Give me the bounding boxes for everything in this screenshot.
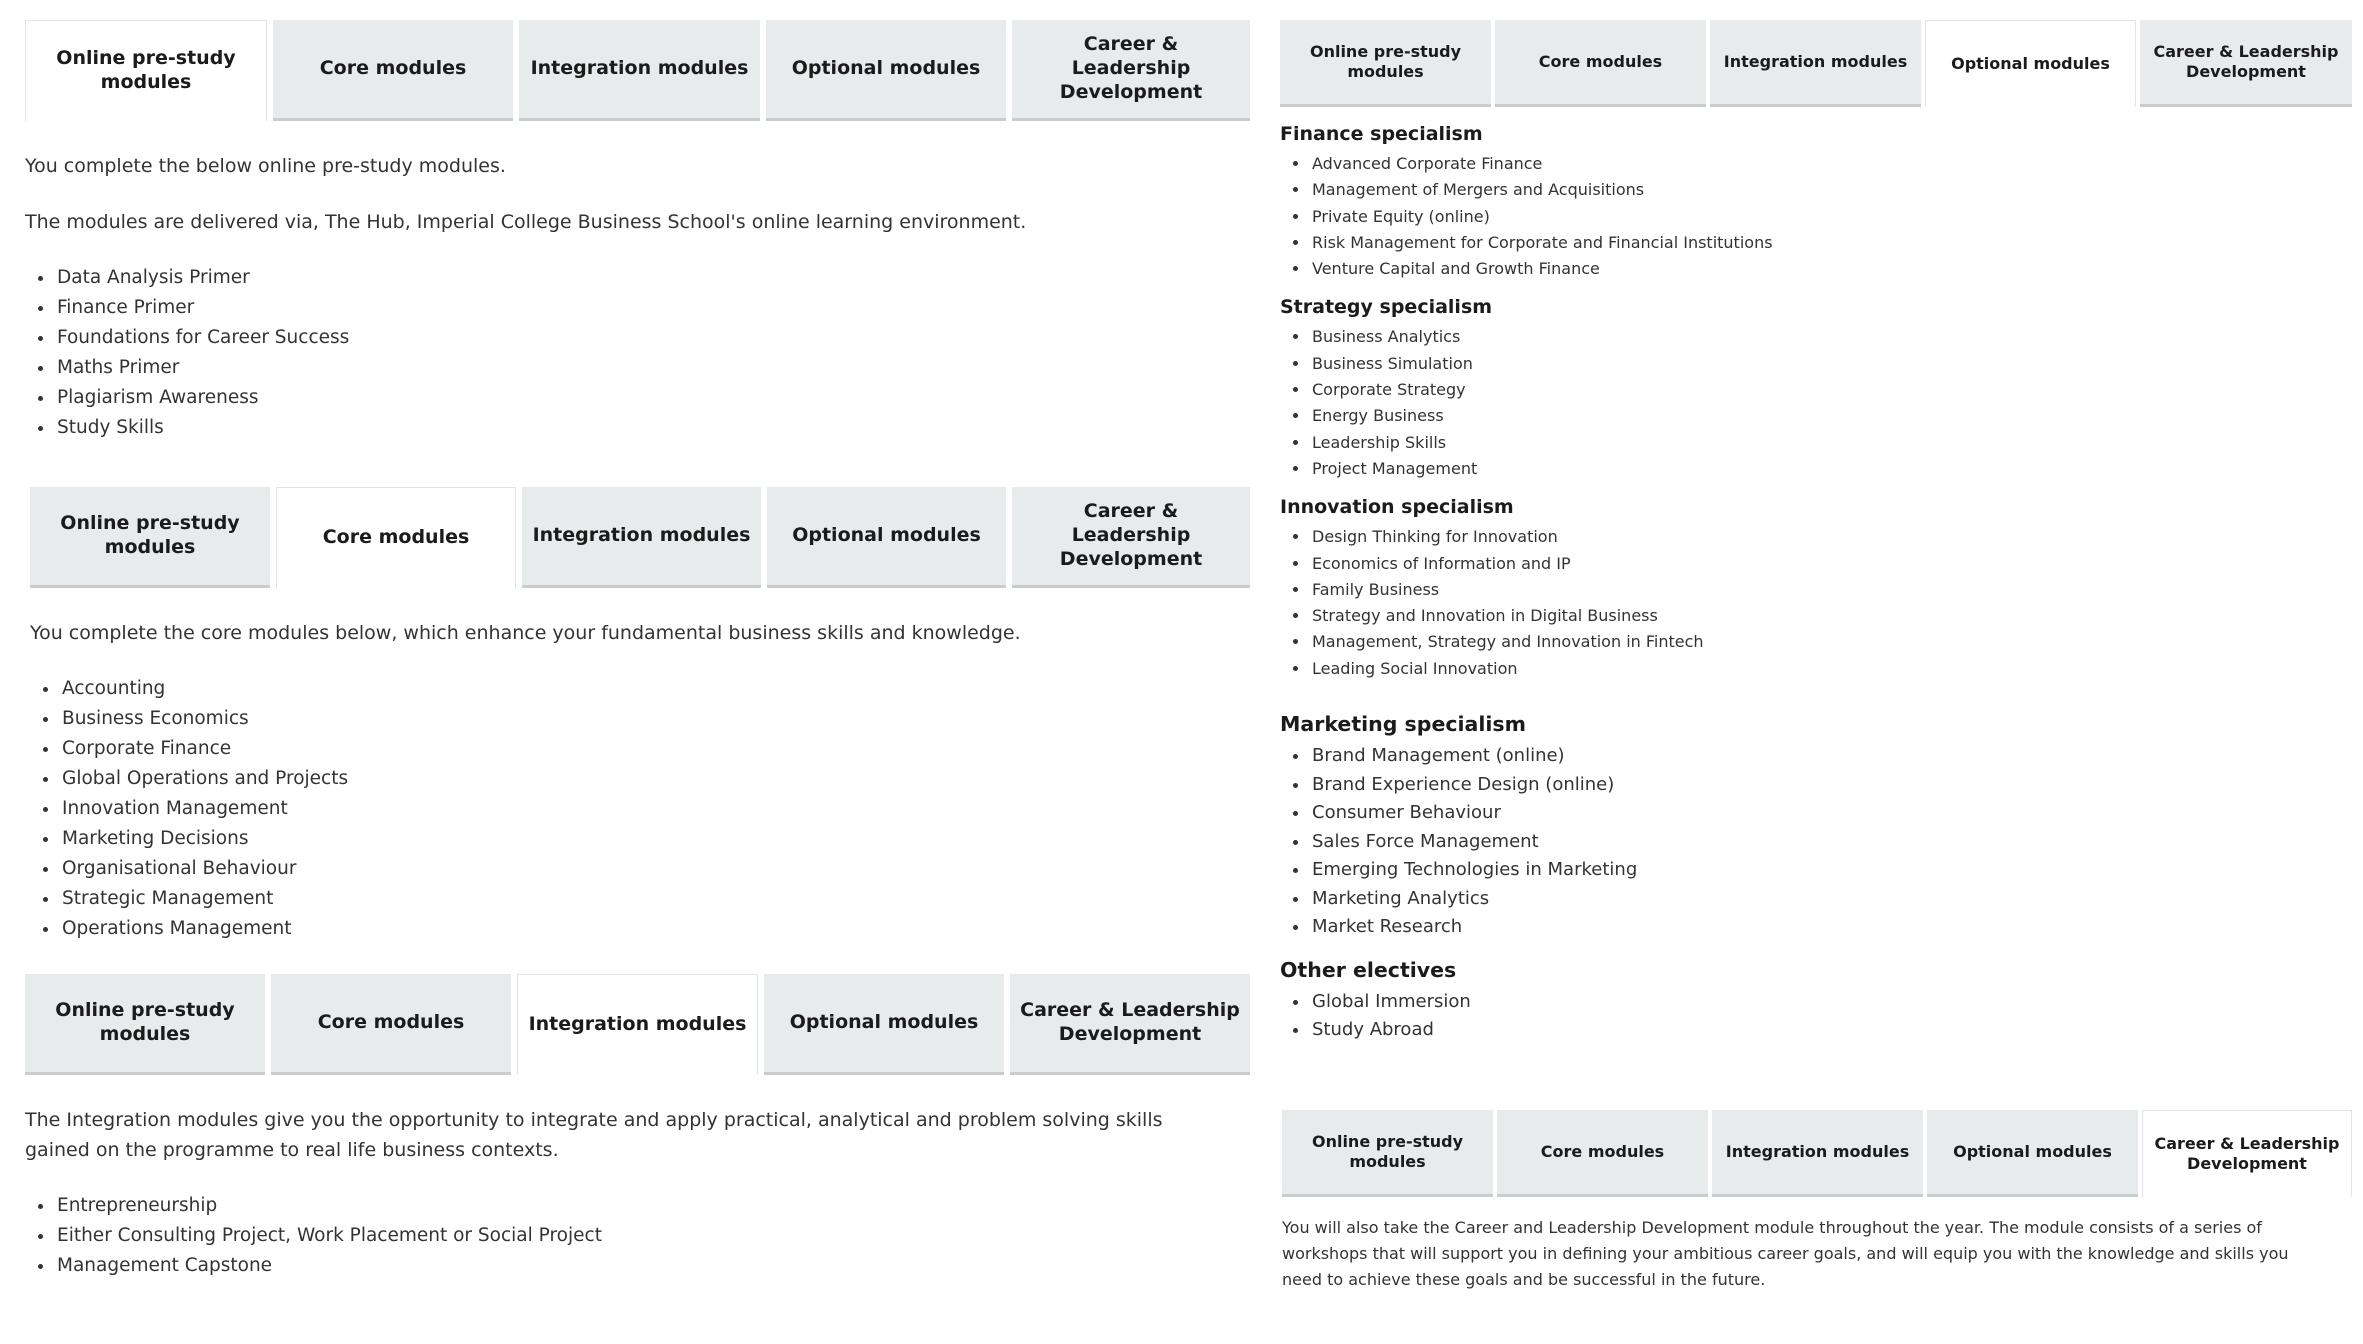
tab-integration-modules[interactable]: Integration modules: [522, 487, 761, 588]
tab-bar: [30, 487, 1250, 588]
innovation-heading: Innovation specialism: [1280, 496, 1514, 519]
tab-core-modules[interactable]: Core modules: [1495, 20, 1706, 107]
marketing-list: [1280, 742, 2352, 942]
list-item: • Corporate Finance: [60, 734, 1250, 764]
core-list: [30, 674, 1250, 944]
tab-career-leadership[interactable]: Career & Leadership Development: [1010, 974, 1250, 1075]
tab-career-leadership[interactable]: Career & Leadership Development: [2142, 1110, 2352, 1197]
tab-online-pre-study[interactable]: Online pre-study modules: [1282, 1110, 1493, 1197]
list-item: • Corporate Strategy: [1310, 377, 2352, 403]
list-item: • Brand Management (online): [1310, 742, 2352, 771]
tab-optional-modules[interactable]: Optional modules: [764, 974, 1004, 1075]
marketing-heading: Marketing specialism: [1280, 712, 1526, 737]
pre-study-intro: You complete the below online pre-study modules.: [25, 155, 506, 177]
strategy-heading: Strategy specialism: [1280, 296, 1493, 319]
list-item: • Marketing Analytics: [1310, 885, 2352, 914]
finance-heading: Finance specialism: [1280, 123, 1483, 145]
panel-optional-modules: [1280, 20, 2352, 1045]
tab-career-leadership[interactable]: Career & Leadership Development: [1012, 20, 1250, 121]
tab-optional-modules[interactable]: Optional modules: [767, 487, 1006, 588]
tab-core-modules[interactable]: Core modules: [273, 20, 513, 121]
strategy-list: [1280, 324, 2352, 482]
list-item: • Venture Capital and Growth Finance: [1310, 256, 2352, 282]
list-item: • Management, Strategy and Innovation in Fintech: [1310, 629, 2352, 655]
list-item: • Business Economics: [60, 704, 1250, 734]
panel-core-modules: [30, 487, 1250, 944]
tab-career-leadership[interactable]: Career & Leadership Development: [2140, 20, 2352, 107]
tab-core-modules[interactable]: Core modules: [276, 487, 516, 588]
panel-pre-study: [25, 20, 1250, 443]
pre-study-delivery: The modules are delivered via, The Hub, Imperial College Business School's online learning environment.: [25, 211, 1027, 233]
list-item: • Design Thinking for Innovation: [1310, 524, 2352, 550]
list-item: • Management Capstone: [55, 1251, 1250, 1281]
tab-online-pre-study[interactable]: Online pre-study modules: [25, 974, 265, 1075]
list-item: • Private Equity (online): [1310, 204, 2352, 230]
list-item: • Maths Primer: [55, 353, 1250, 383]
list-item: • Marketing Decisions: [60, 824, 1250, 854]
list-item: • Organisational Behaviour: [60, 854, 1250, 884]
list-item: • Leading Social Innovation: [1310, 656, 2352, 682]
list-item: • Advanced Corporate Finance: [1310, 151, 2352, 177]
list-item: • Brand Experience Design (online): [1310, 771, 2352, 800]
other-electives-list: [1280, 988, 2352, 1045]
list-item: • Economics of Information and IP: [1310, 551, 2352, 577]
list-item: • Emerging Technologies in Marketing: [1310, 856, 2352, 885]
tab-bar: [1280, 20, 2352, 107]
other-electives-heading: Other electives: [1280, 957, 1457, 982]
finance-list: [1280, 151, 2352, 282]
list-item: • Study Skills: [55, 413, 1250, 443]
list-item: • Market Research: [1310, 913, 2352, 942]
tab-integration-modules[interactable]: Integration modules: [1712, 1110, 1923, 1197]
tab-optional-modules[interactable]: Optional modules: [766, 20, 1006, 121]
list-item: • Project Management: [1310, 456, 2352, 482]
integration-list: [25, 1191, 1250, 1281]
list-item: • Consumer Behaviour: [1310, 799, 2352, 828]
list-item: • Management of Mergers and Acquisitions: [1310, 177, 2352, 203]
innovation-list: [1280, 524, 2352, 682]
list-item: • Finance Primer: [55, 293, 1250, 323]
list-item: • Strategy and Innovation in Digital Business: [1310, 603, 2352, 629]
list-item: • Business Simulation: [1310, 351, 2352, 377]
list-item: • Entrepreneurship: [55, 1191, 1250, 1221]
list-item: • Leadership Skills: [1310, 430, 2352, 456]
panel-integration-modules: [25, 974, 1250, 1281]
list-item: • Strategic Management: [60, 884, 1250, 914]
list-item: • Either Consulting Project, Work Placement or Social Project: [55, 1221, 1250, 1251]
integration-intro: The Integration modules give you the opportunity to integrate and apply practical, analytical and problem solving skills gained on the programme to real life business contexts.: [25, 1109, 1163, 1161]
tab-bar: [25, 20, 1250, 121]
tab-online-pre-study[interactable]: Online pre-study modules: [30, 487, 270, 588]
tab-integration-modules[interactable]: Integration modules: [1710, 20, 1921, 107]
tab-optional-modules[interactable]: Optional modules: [1927, 1110, 2138, 1197]
tab-online-pre-study[interactable]: Online pre-study modules: [1280, 20, 1491, 107]
tab-core-modules[interactable]: Core modules: [271, 974, 511, 1075]
tab-career-leadership[interactable]: Career & Leadership Development: [1012, 487, 1250, 588]
list-item: • Foundations for Career Success: [55, 323, 1250, 353]
tab-integration-modules[interactable]: Integration modules: [519, 20, 760, 121]
list-item: • Accounting: [60, 674, 1250, 704]
tab-integration-modules[interactable]: Integration modules: [517, 974, 758, 1075]
list-item: • Operations Management: [60, 914, 1250, 944]
list-item: • Global Immersion: [1310, 988, 2352, 1017]
tab-core-modules[interactable]: Core modules: [1497, 1110, 1708, 1197]
list-item: • Data Analysis Primer: [55, 263, 1250, 293]
tab-optional-modules[interactable]: Optional modules: [1925, 20, 2136, 107]
list-item: • Family Business: [1310, 577, 2352, 603]
tab-online-pre-study[interactable]: Online pre-study modules: [25, 20, 267, 121]
pre-study-list: [25, 263, 1250, 443]
tab-bar: [1282, 1110, 2352, 1197]
list-item: • Study Abroad: [1310, 1016, 2352, 1045]
core-intro: You complete the core modules below, which enhance your fundamental business skills and knowledge.: [30, 622, 1021, 644]
list-item: • Risk Management for Corporate and Financial Institutions: [1310, 230, 2352, 256]
list-item: • Energy Business: [1310, 403, 2352, 429]
list-item: • Sales Force Management: [1310, 828, 2352, 857]
list-item: • Global Operations and Projects: [60, 764, 1250, 794]
panel-career-leadership: [1282, 1110, 2352, 1293]
career-intro: You will also take the Career and Leadership Development module throughout the year. The module consists of a series of workshops that will support you in defining your ambitious career goals, and will equip you with the knowledge and skills you need to achieve these goals and be successful in the future.: [1282, 1218, 2289, 1289]
list-item: • Plagiarism Awareness: [55, 383, 1250, 413]
tab-bar: [25, 974, 1250, 1075]
list-item: • Innovation Management: [60, 794, 1250, 824]
list-item: • Business Analytics: [1310, 324, 2352, 350]
